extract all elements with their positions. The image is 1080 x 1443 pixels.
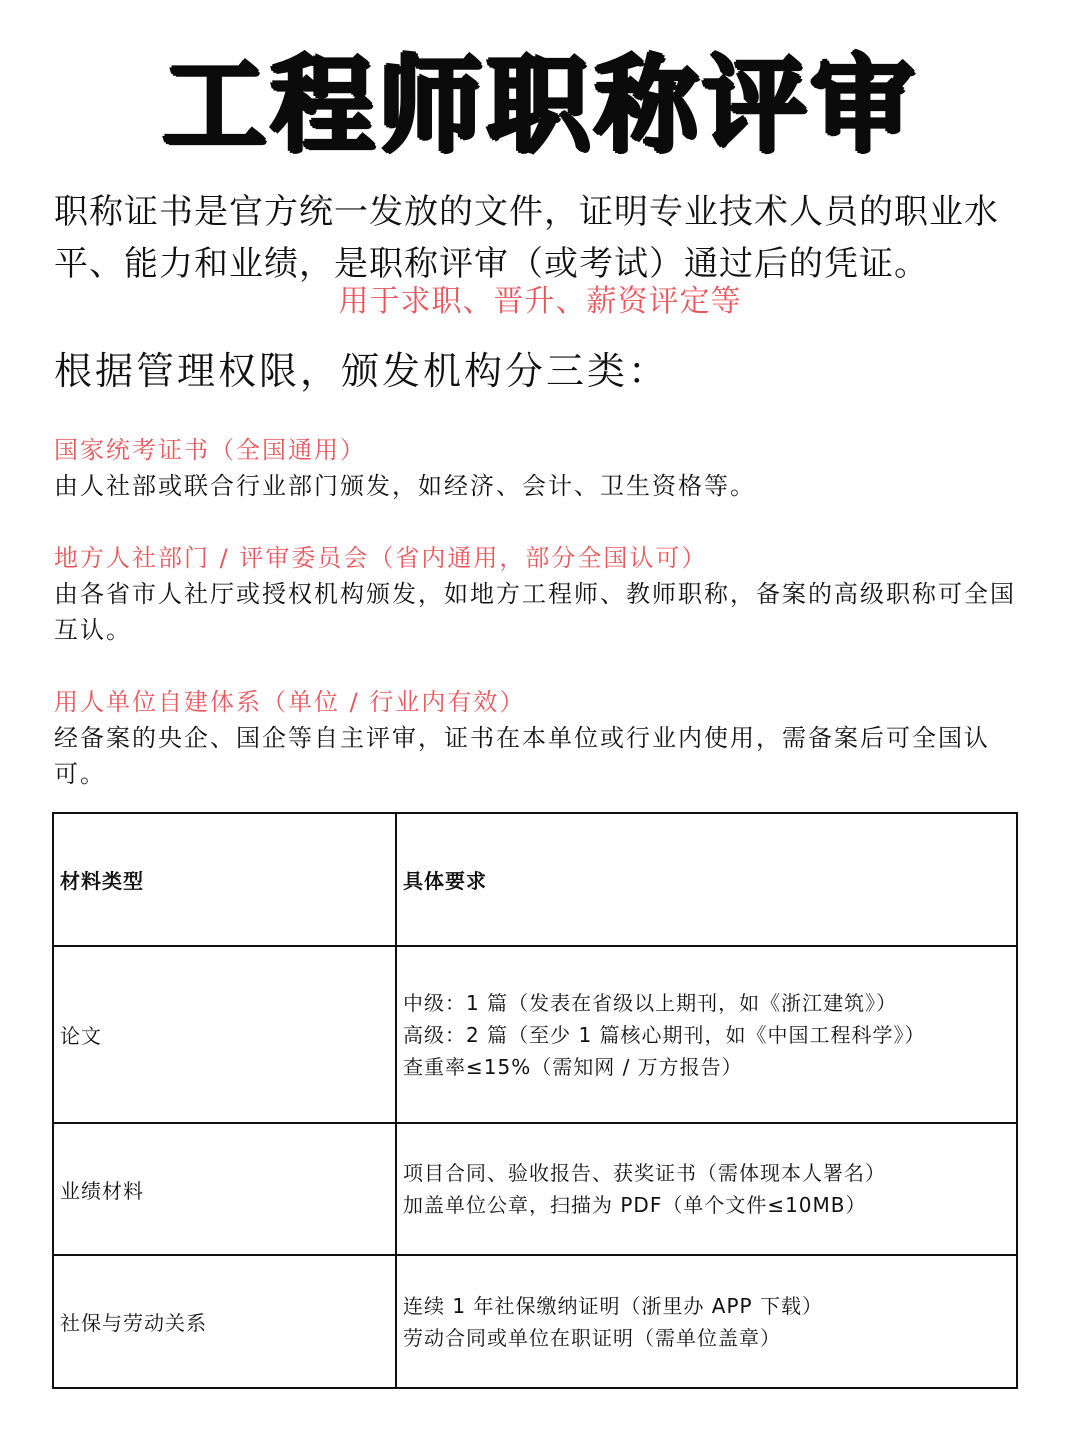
category-title: 地方人社部门 / 评审委员会（省内通用，部分全国认可）: [54, 544, 708, 572]
header-requirements: 具体要求: [396, 813, 1017, 946]
table-row: [53, 946, 1017, 1123]
section-heading: 根据管理权限，颁发机构分三类：: [54, 349, 670, 393]
category-title: 用人单位自建体系（单位 / 行业内有效）: [54, 688, 526, 716]
category-local: [54, 540, 1034, 648]
requirement-line: 项目合同、验收报告、获奖证书（需体现本人署名）: [403, 1161, 886, 1185]
category-employer: [54, 684, 1034, 792]
header-material-type: 材料类型: [53, 813, 396, 946]
requirement-line: 高级：2 篇（至少 1 篇核心期刊，如《中国工程科学》）: [403, 1022, 926, 1047]
material-type-cell: 论文: [53, 946, 396, 1123]
requirement-line: 查重率≤15%（需知网 / 万方报告）: [403, 1054, 743, 1079]
intro-highlight: 用于求职、晋升、薪资评定等: [338, 284, 742, 319]
page-title: 工程师职称评审: [161, 44, 918, 166]
intro-paragraph: 职称证书是官方统一发放的文件，证明专业技术人员的职业水平、能力和业绩，是职称评审（或考试）通过后的凭证。: [54, 192, 999, 284]
requirements-table: [52, 812, 1018, 1389]
category-desc: 由各省市人社厅或授权机构颁发，如地方工程师、教师职称，备案的高级职称可全国互认。: [54, 580, 1016, 644]
requirements-cell: [396, 1255, 1017, 1388]
category-desc: 经备案的央企、国企等自主评审，证书在本单位或行业内使用，需备案后可全国认可。: [54, 724, 990, 788]
category-desc: 由人社部或联合行业部门颁发，如经济、会计、卫生资格等。: [54, 472, 756, 500]
requirement-line: 中级：1 篇（发表在省级以上期刊，如《浙江建筑》）: [403, 990, 898, 1015]
material-type-cell: 业绩材料: [53, 1123, 396, 1255]
category-title: 国家统考证书（全国通用）: [54, 436, 366, 464]
requirement-line: 加盖单位公章，扫描为 PDF（单个文件≤10MB）: [403, 1193, 867, 1217]
table-row: [53, 1123, 1017, 1255]
table-header-row: [53, 813, 1017, 946]
requirements-cell: [396, 946, 1017, 1123]
category-national: [54, 432, 1034, 504]
requirement-line: 连续 1 年社保缴纳证明（浙里办 APP 下载）: [403, 1293, 823, 1318]
material-type-cell: 社保与劳动关系: [53, 1255, 396, 1388]
requirement-line: 劳动合同或单位在职证明（需单位盖章）: [403, 1325, 781, 1350]
requirements-cell: [396, 1123, 1017, 1255]
table-row: [53, 1255, 1017, 1388]
